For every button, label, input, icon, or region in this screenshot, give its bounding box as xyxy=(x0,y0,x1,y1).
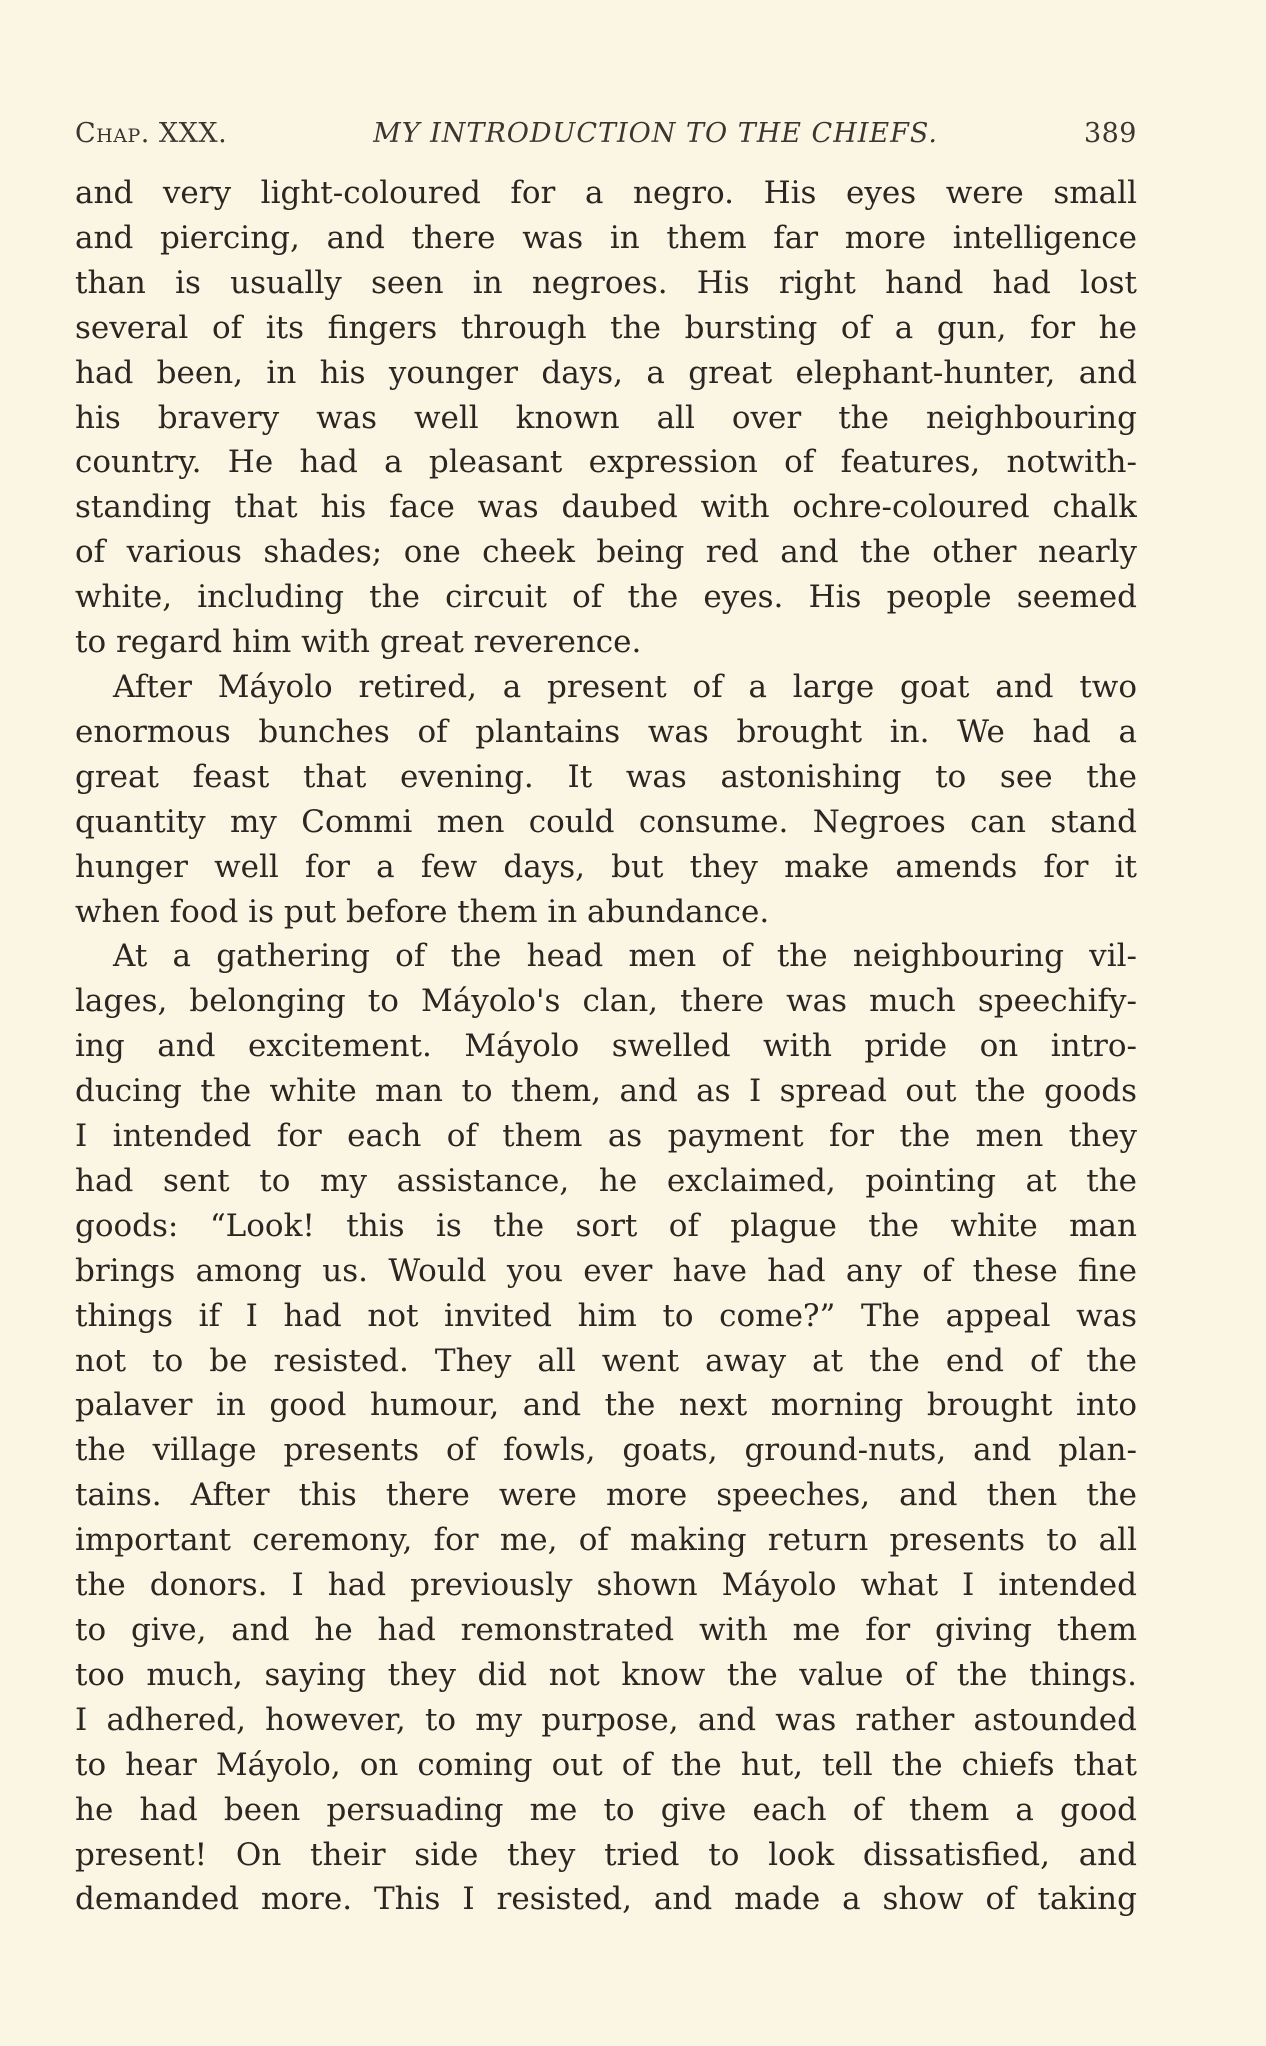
running-head xyxy=(75,118,1137,163)
text-line: the donors. I had previously shown Máyolo what I intended xyxy=(75,1567,1137,1604)
text-line: standing that his face was daubed with ochre-coloured chalk xyxy=(75,489,1137,526)
text-line: great feast that evening. It was astonishing to see the xyxy=(75,758,1137,795)
text-line: tains. After this there were more speeches, and then the xyxy=(75,1477,1137,1514)
text-line: important ceremony, for me, of making return presents to all xyxy=(75,1522,1137,1559)
text-line: palaver in good humour, and the next morning brought into xyxy=(75,1387,1137,1424)
text-line: After Máyolo retired, a present of a large goat and two xyxy=(113,668,1137,705)
chapter-title: MY INTRODUCTION TO THE CHIEFS. xyxy=(373,118,938,149)
text-line: had been, in his younger days, a great elephant-hunter, and xyxy=(75,354,1137,391)
text-line: and piercing, and there was in them far more intelligence xyxy=(75,219,1137,256)
text-line: At a gathering of the head men of the neighbouring vil- xyxy=(113,938,1137,975)
page-number: 389 xyxy=(1083,118,1137,149)
text-line: white, including the circuit of the eyes. His people seemed xyxy=(75,579,1137,616)
text-line: not to be resisted. They all went away at the end of the xyxy=(75,1342,1137,1379)
book-page xyxy=(75,118,1137,1922)
text-line: demanded more. This I resisted, and made a show of taking xyxy=(75,1881,1137,1918)
text-line: when food is put before them in abundance. xyxy=(75,893,770,930)
text-line: several of its fingers through the bursting of a gun, for he xyxy=(75,309,1137,346)
text-line: hunger well for a few days, but they make amends for it xyxy=(75,848,1137,885)
text-line: present! On their side they tried to look dissatisfied, and xyxy=(75,1836,1137,1873)
text-line: of various shades; one cheek being red and the other nearly xyxy=(75,534,1137,571)
text-line: his bravery was well known all over the neighbouring xyxy=(75,399,1137,436)
text-line: quantity my Commi men could consume. Negroes can stand xyxy=(75,803,1137,840)
text-line: than is usually seen in negroes. His right hand had lost xyxy=(75,264,1137,301)
text-line: he had been persuading me to give each of them a good xyxy=(75,1791,1137,1828)
text-line: enormous bunches of plantains was brought in. We had a xyxy=(75,713,1137,750)
text-line: to give, and he had remonstrated with me for giving them xyxy=(75,1612,1137,1648)
text-line: I intended for each of them as payment for the men they xyxy=(75,1118,1137,1155)
body-text xyxy=(75,171,1137,1922)
text-line: had sent to my assistance, he exclaimed, pointing at the xyxy=(75,1162,1137,1199)
text-line: ducing the white man to them, and as I spread out the goods xyxy=(75,1073,1137,1110)
text-line: I adhered, however, to my purpose, and was rather astounded xyxy=(75,1701,1137,1738)
text-line: goods: “Look! this is the sort of plague the white man xyxy=(75,1207,1137,1244)
chapter-label: Chap. XXX. xyxy=(75,118,228,149)
text-line: lages, belonging to Máyolo's clan, there was much speechify- xyxy=(75,983,1137,1020)
text-line: too much, saying they did not know the value of the things. xyxy=(75,1656,1137,1693)
text-line: the village presents of fowls, goats, ground-nuts, and plan- xyxy=(75,1432,1137,1469)
text-line: brings among us. Would you ever have had any of these fine xyxy=(75,1252,1137,1289)
text-line: and very light-coloured for a negro. His eyes were small xyxy=(75,175,1137,211)
text-line: to regard him with great reverence. xyxy=(75,624,642,661)
text-line: country. He had a pleasant expression of features, notwith- xyxy=(75,444,1137,481)
text-line: to hear Máyolo, on coming out of the hut, tell the chiefs that xyxy=(75,1746,1137,1783)
text-line: things if I had not invited him to come?” The appeal was xyxy=(75,1297,1137,1334)
text-line: ing and excitement. Máyolo swelled with pride on intro- xyxy=(75,1028,1137,1065)
